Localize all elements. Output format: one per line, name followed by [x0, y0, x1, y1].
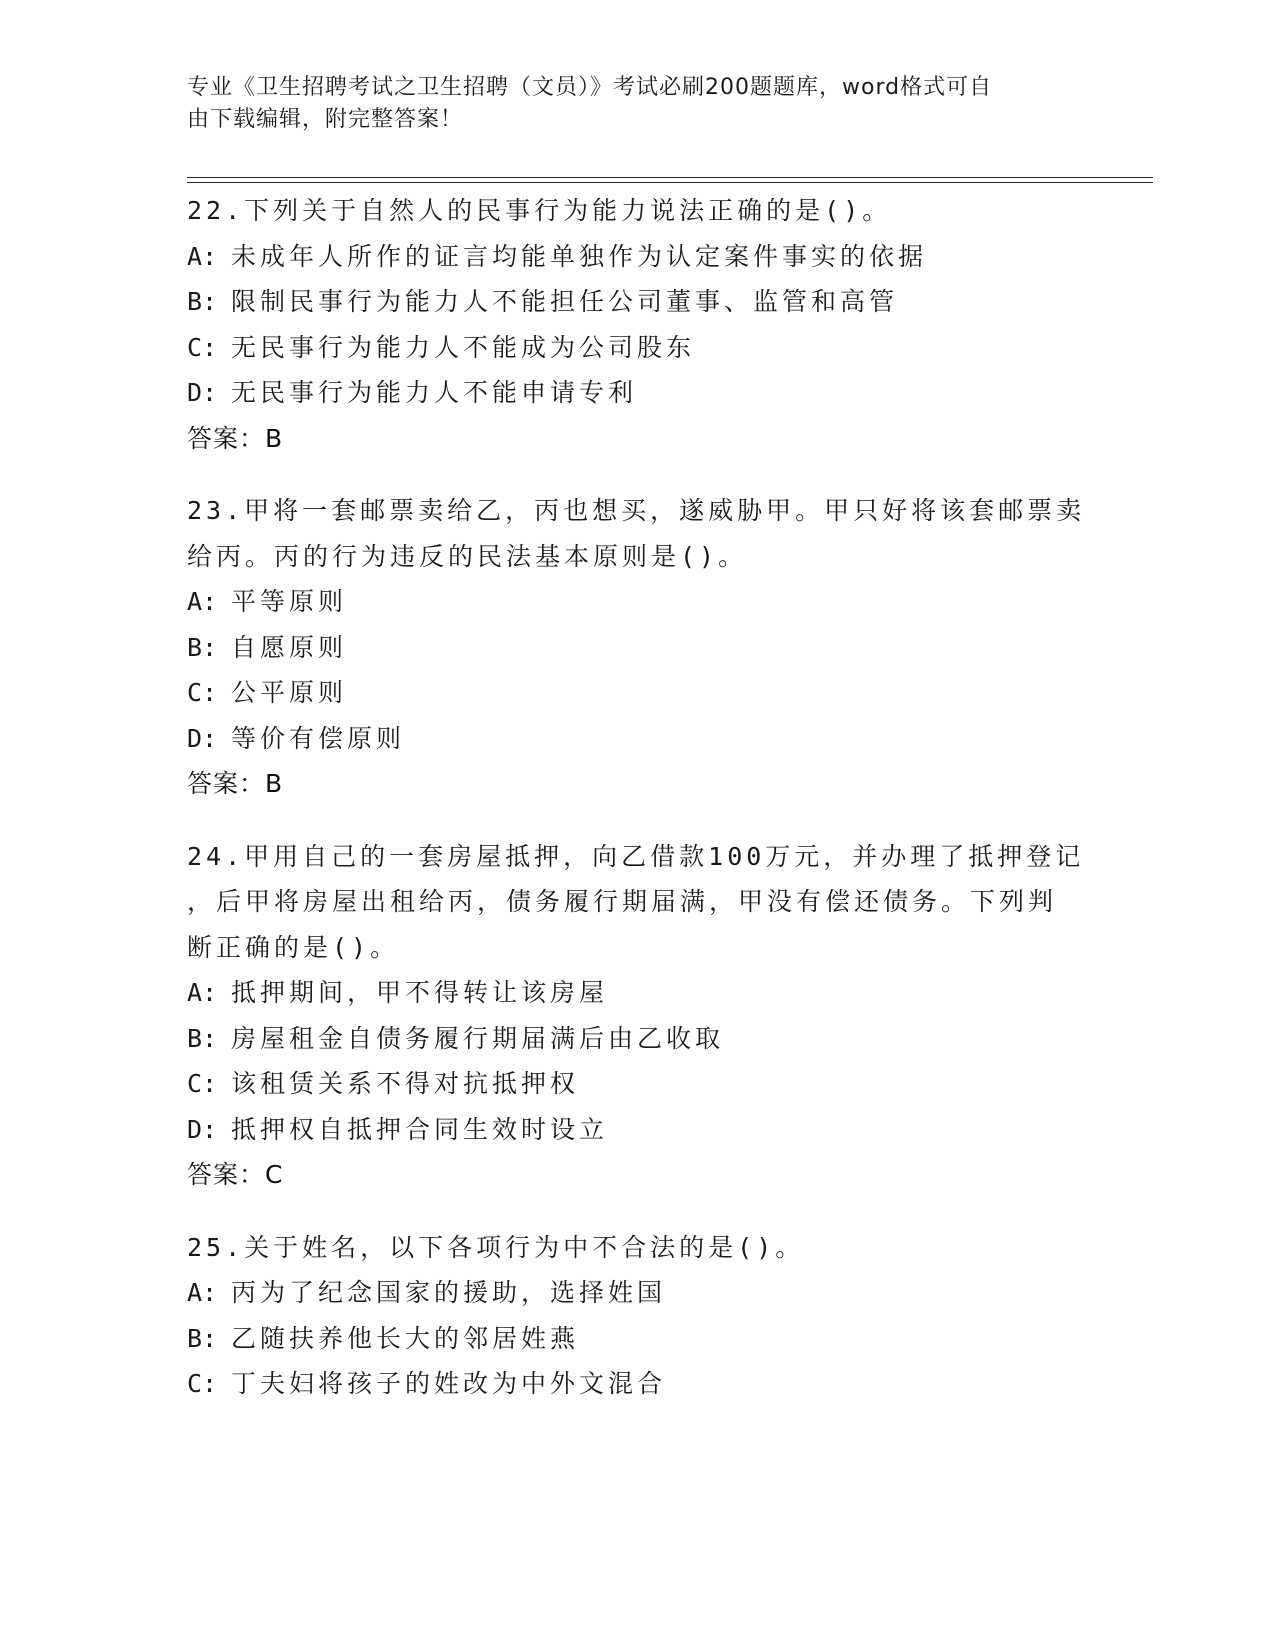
header-divider-top [187, 177, 1153, 178]
option-a [187, 234, 1107, 280]
option-text: 平等原则 [231, 587, 348, 616]
question-stem: 24.甲用自己的一套房屋抵押，向乙借款100万元，并办理了抵押登记 [187, 841, 1085, 871]
option-b [187, 1016, 1107, 1062]
question-stem: 给丙。丙的行为违反的民法基本原则是()。 [187, 541, 748, 571]
option-label: A: [187, 241, 218, 271]
option-label: B: [187, 1023, 218, 1053]
option-text: 等价有偿原则 [231, 723, 406, 753]
option-label: D: [187, 378, 218, 407]
option-text: 抵押权自抵押合同生效时设立 [231, 1114, 609, 1144]
option-text: 公平原则 [231, 678, 348, 707]
option-label: B: [187, 1323, 218, 1353]
option-text: 该租赁关系不得对抗抵押权 [231, 1069, 580, 1098]
option-c [187, 325, 1107, 371]
option-label: C: [187, 678, 218, 707]
option-c [187, 1061, 1107, 1107]
option-c [187, 670, 1107, 716]
question-stem: 23.甲将一套邮票卖给乙，丙也想买，遂威胁甲。甲只好将该套邮票卖 [187, 496, 1086, 525]
option-label: A: [187, 587, 218, 616]
question-23 [187, 488, 1107, 807]
option-a [187, 1270, 1107, 1316]
option-a [187, 579, 1107, 625]
option-label: B: [187, 287, 218, 316]
document-header [187, 72, 1067, 136]
header-line-1: 专业《卫生招聘考试之卫生招聘（文员）》考试必刷200题题库，word格式可自 [187, 75, 993, 100]
answer-line: 答案：B [187, 769, 284, 798]
option-d [187, 370, 1107, 416]
question-list [187, 188, 1107, 1434]
option-c [187, 1361, 1107, 1407]
question-stem: 22.下列关于自然人的民事行为能力说法正确的是()。 [187, 196, 892, 225]
option-text: 丁夫妇将孩子的姓改为中外文混合 [231, 1369, 667, 1398]
answer-line: 答案：B [187, 423, 284, 453]
option-label: B: [187, 632, 218, 662]
option-text: 房屋租金自债务履行期届满后由乙收取 [231, 1023, 725, 1053]
option-label: C: [187, 332, 218, 362]
option-d [187, 716, 1107, 762]
option-text: 自愿原则 [231, 632, 348, 662]
option-b [187, 1316, 1107, 1362]
option-b [187, 279, 1107, 325]
option-text: 乙随扶养他长大的邻居姓燕 [231, 1323, 580, 1353]
option-text: 抵押期间，甲不得转让该房屋 [231, 978, 609, 1007]
option-label: C: [187, 1369, 218, 1398]
option-label: D: [187, 1114, 218, 1144]
header-divider-bottom [187, 182, 1153, 183]
option-text: 限制民事行为能力人不能担任公司董事、监管和高管 [231, 287, 899, 316]
option-d [187, 1107, 1107, 1153]
option-label: D: [187, 723, 218, 753]
question-stem: 断正确的是()。 [187, 932, 400, 962]
option-label: A: [187, 1278, 218, 1307]
question-22 [187, 188, 1107, 461]
option-label: C: [187, 1069, 218, 1098]
header-line-2: 由下载编辑，附完整答案！ [187, 107, 464, 132]
question-25 [187, 1225, 1107, 1407]
option-b [187, 625, 1107, 671]
option-text: 无民事行为能力人不能申请专利 [231, 378, 638, 407]
option-a [187, 970, 1107, 1016]
answer-line: 答案：C [187, 1160, 284, 1189]
question-stem: ，后甲将房屋出租给丙，债务履行期届满，甲没有偿还债务。下列判 [187, 887, 1058, 916]
question-24 [187, 834, 1107, 1198]
question-stem: 25.关于姓名，以下各项行为中不合法的是()。 [187, 1232, 805, 1262]
option-text: 未成年人所作的证言均能单独作为认定案件事实的依据 [231, 241, 928, 271]
option-text: 丙为了纪念国家的援助，选择姓国 [231, 1278, 667, 1307]
option-label: A: [187, 978, 218, 1007]
option-text: 无民事行为能力人不能成为公司股东 [231, 332, 696, 362]
